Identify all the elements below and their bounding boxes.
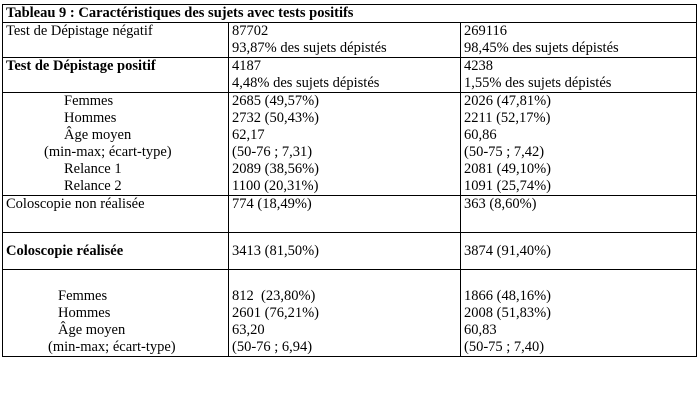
detail-label: Femmes bbox=[58, 288, 108, 304]
colo-details-col2 bbox=[461, 270, 697, 357]
cell-value: 87702 bbox=[232, 23, 269, 39]
cell-value: 812 (23,80%) bbox=[232, 288, 316, 304]
cell-value: 60,86 bbox=[464, 127, 497, 143]
table-row bbox=[3, 233, 697, 270]
cell-value: 3413 (81,50%) bbox=[229, 233, 461, 270]
cell-value: 4,48% des sujets dépistés bbox=[232, 75, 380, 91]
row-label-colo-oui: Coloscopie réalisée bbox=[3, 233, 229, 270]
detail-label: Femmes bbox=[64, 93, 114, 109]
cell-value: (50-75 ; 7,42) bbox=[464, 144, 545, 160]
cell-value: 63,20 bbox=[232, 322, 265, 338]
positive-test-col2 bbox=[461, 58, 697, 93]
table-title: Tableau 9 : Caractéristiques des sujets avec tests positifs bbox=[3, 5, 697, 23]
cell-value: 2089 (38,56%) bbox=[232, 161, 319, 177]
detail-label: (min-max; écart-type) bbox=[48, 339, 176, 355]
colo-details-col1 bbox=[229, 270, 461, 357]
detail-label: Âge moyen bbox=[64, 127, 132, 143]
detail-label: Relance 1 bbox=[64, 161, 122, 177]
cell-value: 1091 (25,74%) bbox=[464, 178, 551, 194]
cell-value: 1100 (20,31%) bbox=[232, 178, 319, 194]
cell-value: 1866 (48,16%) bbox=[464, 288, 551, 304]
table-row bbox=[3, 23, 697, 58]
cell-value: 2601 (76,21%) bbox=[232, 305, 319, 321]
cell-value: (50-76 ; 6,94) bbox=[232, 339, 313, 355]
cell-value: 4238 bbox=[464, 58, 493, 74]
negative-test-col1 bbox=[229, 23, 461, 58]
positive-details-col1 bbox=[229, 93, 461, 196]
cell-value: 2685 (49,57%) bbox=[232, 93, 319, 109]
table-row bbox=[3, 196, 697, 233]
cell-value: 1,55% des sujets dépistés bbox=[464, 75, 612, 91]
cell-value: 2026 (47,81%) bbox=[464, 93, 551, 109]
row-label-positive-test: Test de Dépistage positif bbox=[3, 58, 229, 93]
cell-value: 4187 bbox=[232, 58, 261, 74]
positive-test-col1 bbox=[229, 58, 461, 93]
cell-value: 269116 bbox=[464, 23, 507, 39]
table-row bbox=[3, 93, 697, 196]
row-label-colo-non: Coloscopie non réalisée bbox=[3, 196, 229, 233]
detail-label: (min-max; écart-type) bbox=[44, 144, 172, 160]
cell-value: 98,45% des sujets dépistés bbox=[464, 40, 619, 56]
cell-value: (50-76 ; 7,31) bbox=[232, 144, 313, 160]
characteristics-table bbox=[2, 4, 697, 357]
cell-value: 363 (8,60%) bbox=[461, 196, 697, 233]
detail-label: Hommes bbox=[58, 305, 111, 321]
row-label-negative-test: Test de Dépistage négatif bbox=[3, 23, 229, 58]
table-row bbox=[3, 270, 697, 357]
positive-details-labels bbox=[3, 93, 229, 196]
cell-value: 93,87% des sujets dépistés bbox=[232, 40, 387, 56]
detail-label: Hommes bbox=[64, 110, 117, 126]
negative-test-col2 bbox=[461, 23, 697, 58]
colo-details-labels bbox=[3, 270, 229, 357]
positive-details-col2 bbox=[461, 93, 697, 196]
table-title-row bbox=[3, 5, 697, 23]
cell-value: 2211 (52,17%) bbox=[464, 110, 551, 126]
cell-value: 62,17 bbox=[232, 127, 265, 143]
cell-value: 774 (18,49%) bbox=[229, 196, 461, 233]
cell-value: 60,83 bbox=[464, 322, 497, 338]
detail-label: Relance 2 bbox=[64, 178, 122, 194]
cell-value: 2008 (51,83%) bbox=[464, 305, 551, 321]
cell-value: 2732 (50,43%) bbox=[232, 110, 319, 126]
table-row bbox=[3, 58, 697, 93]
cell-value: (50-75 ; 7,40) bbox=[464, 339, 545, 355]
cell-value: 2081 (49,10%) bbox=[464, 161, 551, 177]
cell-value: 3874 (91,40%) bbox=[461, 233, 697, 270]
detail-label: Âge moyen bbox=[58, 322, 126, 338]
